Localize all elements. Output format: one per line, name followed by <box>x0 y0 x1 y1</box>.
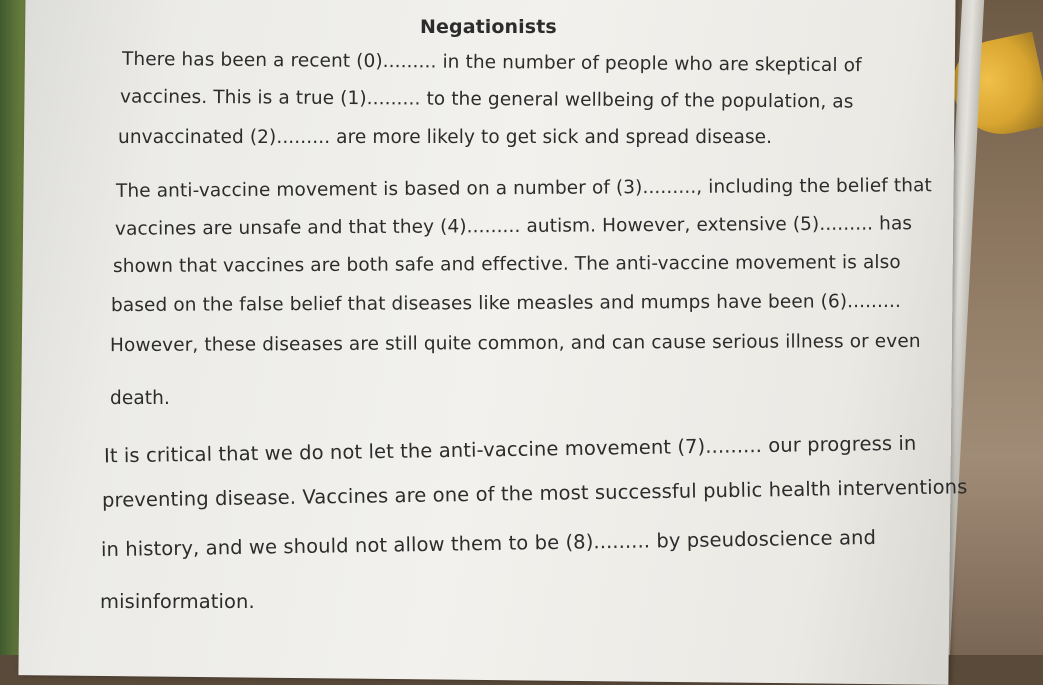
paragraph-line-8: However, these diseases are still quite common, and can cause serious illness or even <box>109 330 921 357</box>
paragraph-line-6: shown that vaccines are both safe and effective. The anti-vaccine movement is also <box>112 251 901 278</box>
paragraph-line-7: based on the false belief that diseases like measles and mumps have been (6)......... <box>110 290 901 317</box>
paragraph-line-4: The anti-vaccine movement is based on a number of (3)........., including the belief that <box>115 175 932 202</box>
paragraph-line-5: vaccines are unsafe and that they (4)......... autism. However, extensive (5)......... has <box>114 213 913 240</box>
worksheet-title: Negationists <box>420 16 557 38</box>
paragraph-line-10: It is critical that we do not let the anti-vaccine movement (7)......... our progress in <box>103 431 917 468</box>
paragraph-line-12: in history, and we should not allow them to be (8)......... by pseudoscience and <box>100 525 877 562</box>
paragraph-line-1: There has been a recent (0)......... in the number of people who are skeptical of <box>121 48 862 77</box>
paragraph-line-13: misinformation. <box>100 590 255 613</box>
paragraph-line-9: death. <box>110 388 170 409</box>
paragraph-line-2: vaccines. This is a true (1)......... to the general wellbeing of the population, as <box>119 86 854 113</box>
paragraph-line-11: preventing disease. Vaccines are one of the most successful public health interventions <box>101 475 968 512</box>
paragraph-line-3: unvaccinated (2)......... are more likely to get sick and spread disease. <box>118 127 773 148</box>
